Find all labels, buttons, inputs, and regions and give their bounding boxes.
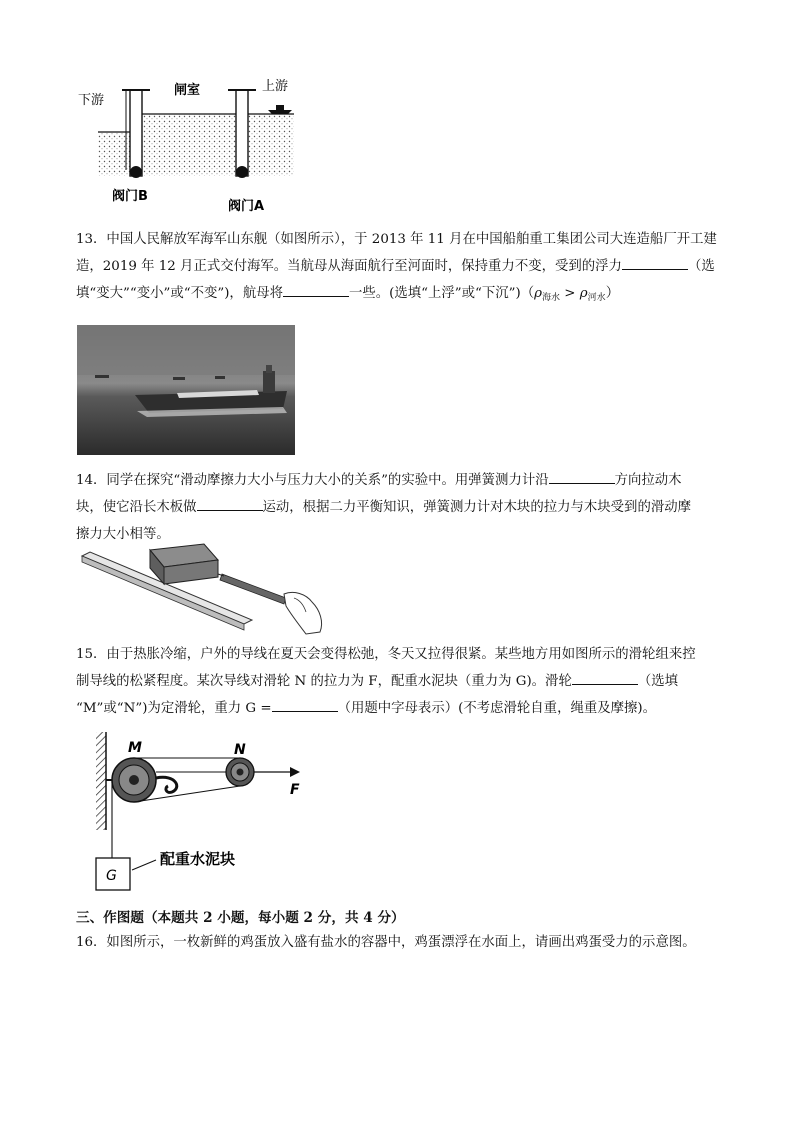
q14-line-2: 块，使它沿长木板做 运动，根据二力平衡知识，弹簧测力计对木块的拉力与木块受到的滑动摩 [76, 494, 726, 521]
wall [96, 732, 106, 830]
q15-line-3: “M”或“N”)为定滑轮，重力 G = （用题中字母表示）(不考虑滑轮自重，绳重及摩擦)。 [76, 695, 726, 722]
label-valve-b: 阀门B [112, 189, 148, 204]
valve-b-icon [130, 166, 142, 178]
answer-blank[interactable] [572, 670, 638, 685]
friction-experiment-figure [80, 540, 330, 640]
gate-a [236, 90, 248, 176]
answer-blank[interactable] [272, 697, 338, 712]
answer-blank[interactable] [283, 282, 349, 297]
q13-line-3: 填“变大”“变小”或“不变”)，航母将 一些。(选填“上浮”或“下沉$”)(\rho_{海水} > \rho_{河水})$ [76, 280, 726, 312]
density-condition: $(\rho_{海水} > \rho_{河水})$ [520, 286, 620, 303]
q13-line-2: 造，2019 年 12 月正式交付海军。当航母从海面航行至河面时，保持重力不变，受到的浮力 （选 [76, 253, 726, 280]
q14-line-1: 14．同学在探究“滑动摩擦力大小与压力大小的关系”的实验中。用弹簧测力计沿 方向拉动木 [76, 467, 726, 494]
ground [98, 170, 294, 176]
chamber-water [140, 114, 238, 170]
gate-b [130, 90, 142, 176]
downstream-water [98, 132, 132, 170]
label-f: F [290, 782, 300, 798]
q15-line-1: 15．由于热胀冷缩，户外的导线在夏天会变得松弛，冬天又拉得很紧。某些地方用如图所示的滑轮组来控 [76, 647, 696, 662]
question-15 [76, 641, 726, 722]
label-n: N [234, 742, 246, 758]
q13-line-1: 13．中国人民解放军海军山东舰（如图所示），于 2013 年 11 月在中国船舶重工集团公司大连造船厂开工建 [76, 232, 717, 247]
label-g: G [106, 868, 117, 884]
label-valve-a: 阀门A [228, 199, 265, 214]
upstream-water [246, 114, 294, 170]
label-chamber: 闸室 [174, 83, 201, 98]
spring-scale [220, 574, 286, 604]
q15-line-2: 制导线的松紧程度。某次导线对滑轮 N 的拉力为 F，配重水泥块（重力为 G)。滑轮 （选填 [76, 668, 726, 695]
boat-icon [268, 110, 292, 114]
hand-icon [284, 592, 322, 634]
label-upstream: 上游 [262, 79, 289, 94]
answer-blank[interactable] [622, 255, 688, 270]
label-downstream: 下游 [78, 93, 105, 108]
question-16: 16．如图所示，一枚新鲜的鸡蛋放入盛有盐水的容器中，鸡蛋漂浮在水面上，请画出鸡蛋受力的示意图。 [76, 935, 696, 950]
valve-a-icon [236, 166, 248, 178]
answer-blank[interactable] [197, 496, 263, 511]
question-13 [76, 226, 726, 312]
label-m: M [128, 740, 142, 756]
label-concrete-block: 配重水泥块 [160, 850, 236, 868]
answer-blank[interactable] [549, 469, 615, 484]
pulley-figure [90, 730, 310, 895]
section-heading: 三、作图题（本题共 2 小题，每小题 2 分，共 4 分） [76, 910, 405, 926]
carrier-photo [77, 325, 295, 455]
q14-line-3: 擦力大小相等。 [76, 527, 170, 542]
question-14 [76, 467, 726, 548]
ship-lock-figure [78, 70, 308, 220]
